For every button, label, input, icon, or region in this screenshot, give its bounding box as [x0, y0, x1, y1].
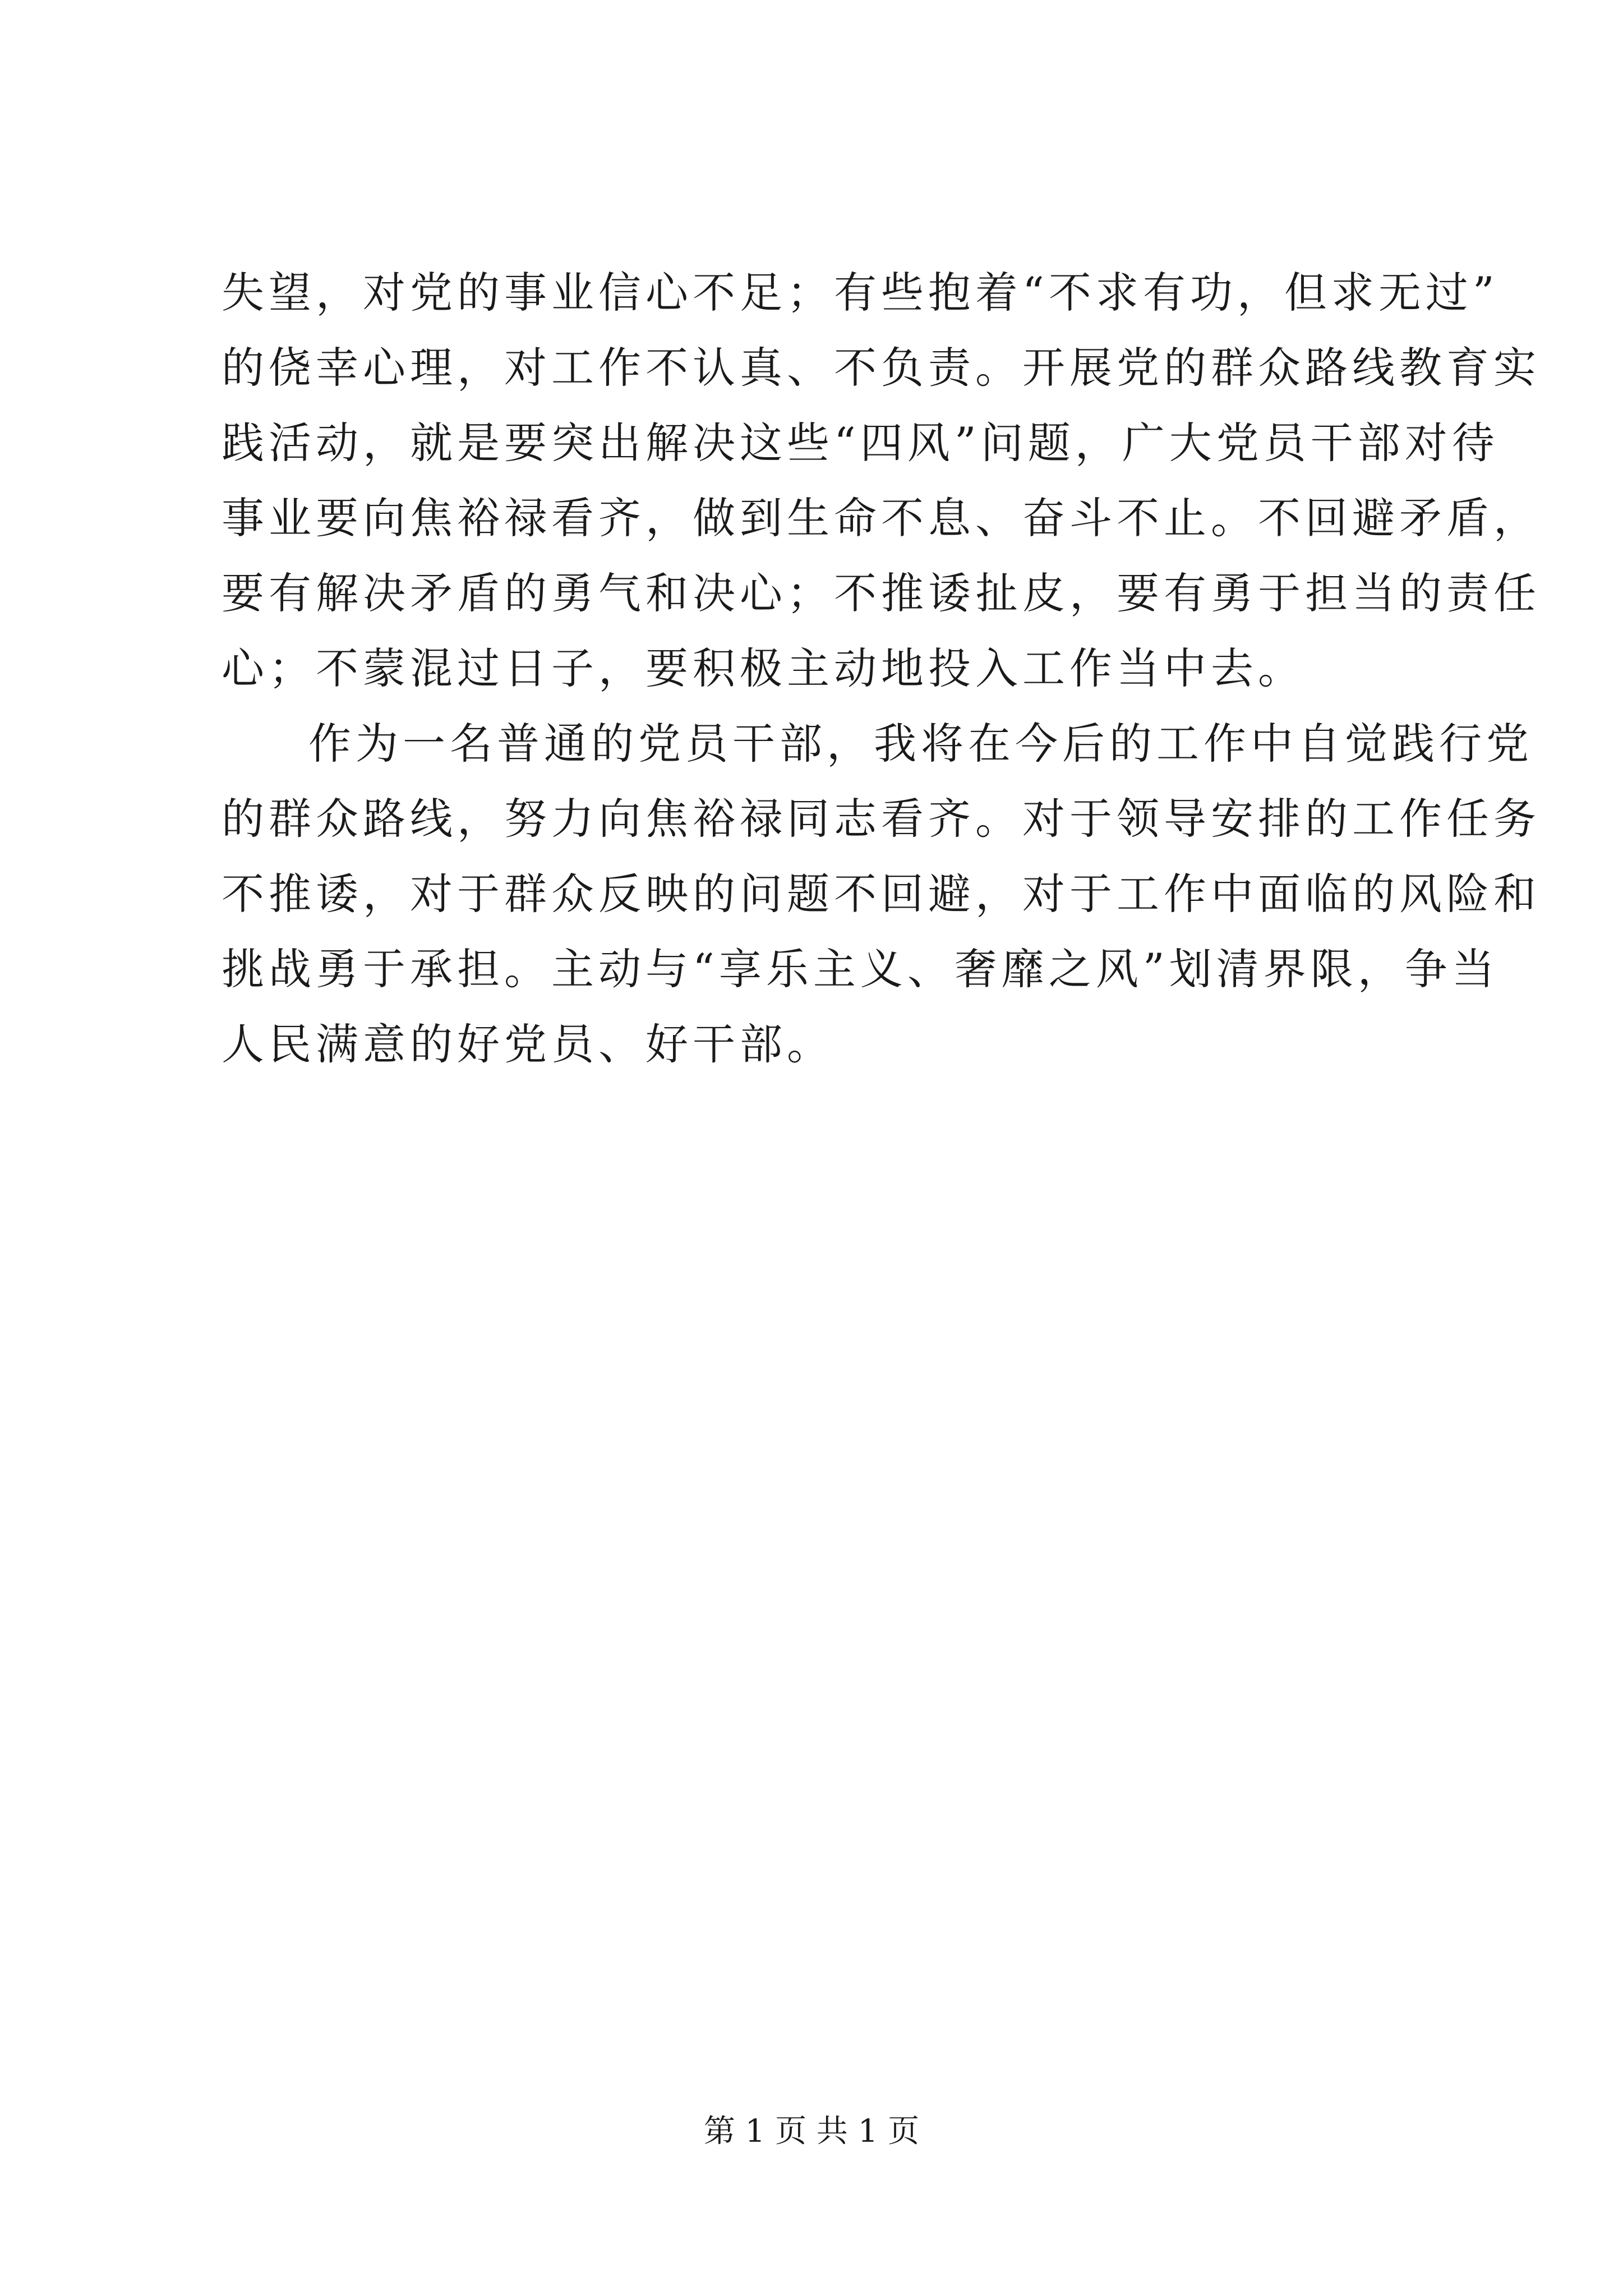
- paragraph-line: 人民满意的好党员、好干部。: [222, 1019, 834, 1069]
- paragraph-line: 要有解决矛盾的勇气和决心；不推诿扯皮，要有勇于担当的责任: [222, 568, 1541, 618]
- paragraph-line: 心；不蒙混过日子，要积极主动地投入工作当中去。: [222, 643, 1305, 693]
- paragraph-line: 失望，对党的事业信心不足；有些抱着“不求有功，但求无过”: [222, 268, 1499, 318]
- paragraph-line: 作为一名普通的党员干部，我将在今后的工作中自觉践行党: [308, 719, 1533, 769]
- paragraph-line: 事业要向焦裕禄看齐，做到生命不息、奋斗不止。不回避矛盾，: [222, 493, 1541, 543]
- page-number: 第 1 页 共 1 页: [703, 2113, 920, 2150]
- page-footer: [0, 2109, 1623, 2154]
- paragraph-1: [222, 255, 1541, 706]
- paragraph-line: 挑战勇于承担。主动与“享乐主义、奢靡之风”划清界限，争当: [222, 944, 1499, 994]
- paragraph-line: 的群众路线，努力向焦裕禄同志看齐。对于领导安排的工作任务: [222, 794, 1541, 844]
- document-body: [222, 255, 1541, 1082]
- paragraph-line: 不推诿，对于群众反映的问题不回避，对于工作中面临的风险和: [222, 869, 1541, 919]
- paragraph-line: 践活动，就是要突出解决这些“四风”问题，广大党员干部对待: [222, 418, 1499, 468]
- paragraph-2: [222, 706, 1541, 1082]
- paragraph-line: 的侥幸心理，对工作不认真、不负责。开展党的群众路线教育实: [222, 343, 1541, 393]
